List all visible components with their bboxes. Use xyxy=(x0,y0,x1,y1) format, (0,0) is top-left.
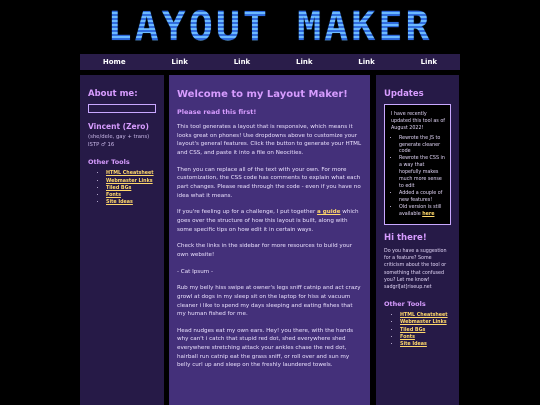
list-item: • Rewrote the JS to generate cleaner code xyxy=(399,136,445,157)
list-item: • Added a couple of new features! xyxy=(399,191,445,205)
nav-link-2[interactable]: Link xyxy=(233,58,251,66)
nav-link-home[interactable]: Home xyxy=(102,58,126,66)
tool-link-fonts[interactable]: Fonts xyxy=(106,192,121,198)
list-item xyxy=(106,178,156,185)
hi-there-text: Do you have a suggestion for a feature? Some criticism about the tool or something that confused you? Let me know! sadgrl[at]riseup.net xyxy=(384,249,447,290)
paragraph-intro: This tool generates a layout that is responsive, which means it looks great on phones! Use dropdowns above to customize your layout's general features. Click the button to generate your HTML and CSS, and paste it into a file on Neocities. xyxy=(177,124,362,156)
hi-there-title: Hi there! xyxy=(384,233,427,243)
tool-link-webmaster-links[interactable]: Webmaster Links xyxy=(400,320,447,326)
updates-box xyxy=(384,104,451,225)
paragraph-customize: Then you can replace all of the text with your own. For more customization, the CSS code has comments to explain what each part changes. Please read through the code - even if you have no idea what it means. xyxy=(177,166,361,199)
list-item xyxy=(400,334,451,341)
list-item xyxy=(399,205,445,219)
guide-text-before: If you're feeling up for a challenge, I put together xyxy=(177,209,318,216)
top-nav xyxy=(80,54,460,70)
updates-intro: I have recently updated this tool as of August 2022! xyxy=(391,112,445,132)
list-item xyxy=(400,319,451,326)
cat-ipsum-heading: - Cat Ipsum - xyxy=(177,268,214,275)
tool-link-site-ideas[interactable]: Site Ideas xyxy=(106,200,133,206)
profile-description: (she/dele, gay + trans) ISTP ♂ 16 xyxy=(88,134,150,148)
old-version-link[interactable]: here xyxy=(422,212,435,218)
tool-link-webmaster-links[interactable]: Webmaster Links xyxy=(106,178,153,184)
left-tools-list xyxy=(88,170,156,206)
list-item xyxy=(400,327,451,334)
main-content xyxy=(169,75,370,405)
nav-link-3[interactable]: Link xyxy=(296,58,313,66)
logo-text: LAYOUT MAKER xyxy=(107,4,433,50)
guide-link[interactable]: a guide xyxy=(317,209,341,216)
list-item xyxy=(106,170,156,177)
list-item xyxy=(106,192,156,199)
list-item: • Rewrote the CSS in a way that hopefully makes much more sense to edit xyxy=(399,156,445,191)
tool-link-tiled-bgs[interactable]: Tiled BGs xyxy=(106,185,132,191)
list-item xyxy=(106,199,156,206)
updates-title: Updates xyxy=(384,89,424,99)
right-sidebar xyxy=(376,75,459,405)
left-sidebar xyxy=(80,75,164,405)
right-tools-list xyxy=(384,312,451,348)
profile-name: Vincent (Zero) xyxy=(88,122,149,131)
nav-link-4[interactable]: Link xyxy=(358,58,375,66)
guide-text-after: which goes over the structure of how this layout is built, along with some specific tips on how edit it in certain ways. xyxy=(177,209,359,233)
site-logo xyxy=(0,4,540,50)
avatar-image-box xyxy=(88,104,156,113)
list-item xyxy=(400,341,451,348)
tool-link-fonts[interactable]: Fonts xyxy=(400,334,415,340)
tool-link-html-cheatsheet[interactable]: HTML Cheatsheet xyxy=(400,313,448,319)
updates-list xyxy=(391,136,445,219)
about-title: About me: xyxy=(88,89,138,99)
page-title: Welcome to my Layout Maker! xyxy=(177,89,348,100)
paragraph-guide xyxy=(177,208,362,234)
paragraph-cat-ipsum-2: Head nudges eat my own ears. Hey! you there, with the hands why can't i catch that stupid red dot, shed everywhere shed everywhere stretching attack your ankles chase the red dot, hairball run catnip eat the grass sniff, or roll over and sun my belly curl up and sleep on the freshly laundered towels. xyxy=(177,327,354,369)
paragraph-sidebar-note: Check the links in the sidebar for more resources to build your own website! xyxy=(177,243,353,258)
tool-link-html-cheatsheet[interactable]: HTML Cheatsheet xyxy=(106,171,154,177)
left-tools-title: Other Tools xyxy=(88,158,130,167)
list-item xyxy=(400,312,451,319)
nav-link-5[interactable]: Link xyxy=(420,58,438,66)
list-item xyxy=(106,185,156,192)
old-version-text: Old version is still available xyxy=(399,205,442,218)
tool-link-site-ideas[interactable]: Site Ideas xyxy=(400,341,427,347)
tool-link-tiled-bgs[interactable]: Tiled BGs xyxy=(400,327,426,333)
page-subtitle: Please read this first! xyxy=(177,108,257,116)
paragraph-cat-ipsum-1: Rub my belly hiss swipe at owner's legs sniff catnip and act crazy growl at dogs in my sleep sit on the laptop for hiss at vacuum cleaner i like to spend my days sleeping and eating fishes that my human fished for me. xyxy=(177,285,361,318)
nav-link-1[interactable]: Link xyxy=(171,58,188,66)
right-tools-title: Other Tools xyxy=(384,300,426,309)
